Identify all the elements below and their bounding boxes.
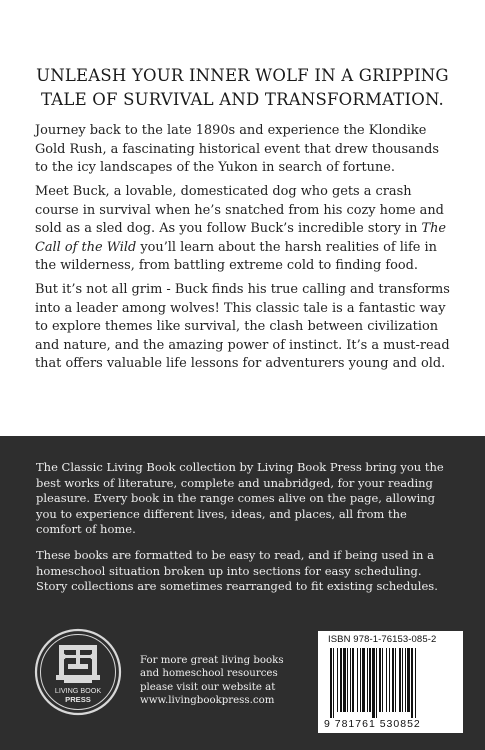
barcode-bar	[340, 648, 342, 712]
barcode-bar	[386, 648, 387, 712]
barcode-bar	[347, 648, 348, 712]
blurb-paragraph-2-start: Meet Buck, a lovable, domesticated dog who gets a crash course in survival when he’s snatched from his cozy home and sold as a sled dog. As you follow Buck’s incredible story in	[35, 184, 444, 236]
logo-text-line-2: PRESS	[65, 695, 91, 704]
series-paragraph-1: The Classic Living Book collection by Living Book Press bring you the best works of literature, complete and unabridged, for your reading pleasure. Every book in the range comes alive on the page, allowing you to experience different lives, ideas, and places, all from the comfort of home.	[36, 460, 444, 537]
website-promo	[140, 654, 290, 708]
blurb-paragraph-3: But it’s not all grim - Buck finds his true calling and transforms into a leader among wolves! This classic tale is a fantastic way to explore themes like survival, the clash between civilization and nature, and the amazing power of instinct. It’s a must-read that offers valuable life lessons for adventurers young and old.	[35, 282, 450, 371]
barcode-bar	[399, 648, 401, 712]
living-book-press-logo	[34, 628, 122, 716]
barcode-bar	[367, 648, 368, 712]
barcode-bar	[389, 648, 390, 712]
promo-line-2: and homeschool resources	[140, 668, 278, 680]
barcode-bar	[392, 648, 394, 712]
promo-website-link[interactable]: www.livingbookpress.com	[140, 695, 275, 707]
barcode-bar	[415, 648, 416, 718]
barcode-bar	[411, 648, 413, 718]
headline-line-1: UNLEASH YOUR INNER WOLF IN A GRIPPING	[36, 66, 449, 85]
barcode-bar	[362, 648, 365, 712]
series-paragraph-2: These books are formatted to be easy to read, and if being used in a homeschool situation broken up into sections for easy scheduling. Story collections are sometimes rearranged to fit existing schedules.	[36, 548, 438, 594]
barcode-bar	[357, 648, 358, 712]
isbn-barcode-box	[318, 631, 463, 733]
promo-line-3: please visit our website at	[140, 681, 276, 693]
barcode-bar	[376, 648, 377, 718]
barcode-bar	[395, 648, 396, 712]
printing-press-icon	[34, 628, 122, 716]
barcode-bar	[350, 648, 351, 712]
barcode-bar	[405, 648, 406, 712]
barcode-bar	[379, 648, 381, 712]
barcode-bar	[337, 648, 338, 712]
barcode-bar	[382, 648, 383, 712]
isbn-label: ISBN 978-1-76153-085-2	[328, 634, 437, 645]
barcode-bar	[343, 648, 346, 712]
logo-text-line-1: LIVING BOOK	[54, 686, 102, 695]
blurb-paragraph-2	[35, 183, 453, 276]
barcode-bar	[352, 648, 354, 712]
barcode-bar	[407, 648, 410, 712]
barcode-bar	[402, 648, 403, 712]
headline-line-2: TALE OF SURVIVAL AND TRANSFORMATION.	[41, 90, 444, 109]
barcode-bar	[333, 648, 334, 718]
blurb-paragraph-2-end: you’ll learn about the harsh realities of life in the wilderness, from battling extreme cold to finding food.	[35, 239, 437, 273]
barcode-digits: 9 781761 530852	[324, 718, 421, 730]
barcode-bar	[330, 648, 332, 718]
barcode-bar	[369, 648, 371, 712]
blurb-paragraph-1: Journey back to the late 1890s and experience the Klondike Gold Rush, a fascinating historical event that drew thousands to the icy landscapes of the Yukon in search of fortune.	[35, 123, 439, 175]
headline	[30, 64, 455, 112]
book-title-italic: The Call of the Wild	[35, 221, 447, 255]
barcode-image	[328, 648, 454, 718]
barcode-bar	[360, 648, 361, 712]
barcode-bar	[372, 648, 375, 718]
series-panel	[0, 436, 485, 750]
promo-line-1: For more great living books	[140, 655, 284, 666]
